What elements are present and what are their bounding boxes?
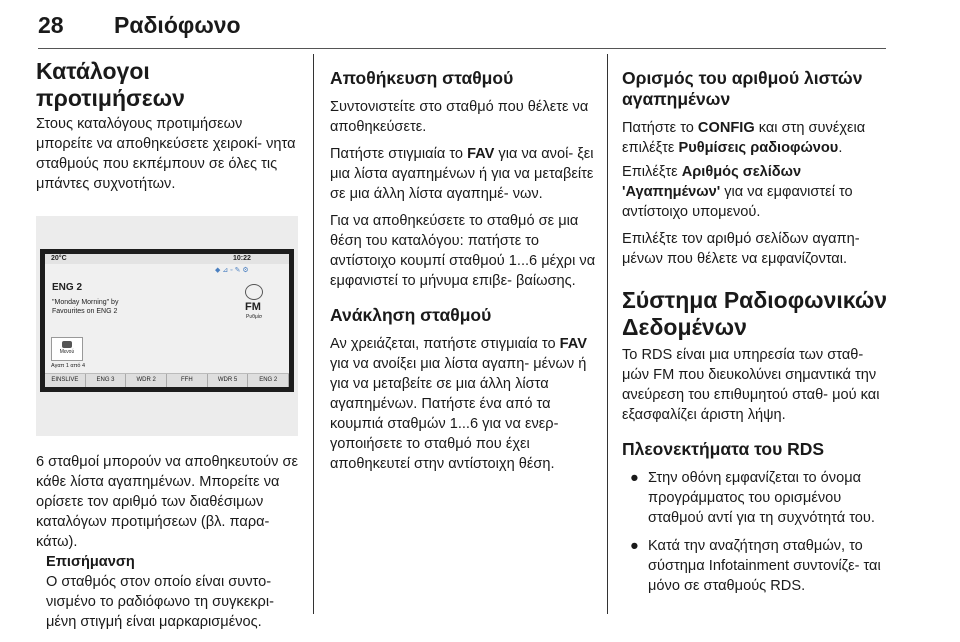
favourite-button[interactable]: WDR 2 (126, 374, 167, 387)
menu-button[interactable] (51, 337, 83, 361)
page-header (0, 0, 960, 54)
column-divider (607, 54, 608, 614)
station-name: ENG 2 (52, 282, 83, 293)
store-step-2: Πατήστε στιγμιαία το FAV για να ανοί- ξει μια λίστα αγαπημένων ή για να μεταβείτε σε μια άλλη λίστα αγαπημέ- νων. (330, 146, 594, 202)
heading-rds-advantages: Πλεονεκτήματα του RDS (622, 439, 825, 459)
heading-recall-station: Ανάκληση σταθμού (330, 305, 492, 325)
intro-paragraph: Στους καταλόγους προτιμήσεων μπορείτε να αποθηκεύσετε χειροκί- νητα σταθμούς που εκπέμπουν σε όλες τις μπάντες συχνοτήτων. (36, 116, 296, 192)
column-divider (313, 54, 314, 614)
signal-icons: ◆ ⊿ ◦ ✎ ⚙ (215, 267, 249, 274)
select-pages-paragraph: Επιλέξτε Αριθμός σελίδων 'Αγαπημένων' για να εμφανιστεί το αντίστοιχο υπομενού. (622, 164, 853, 220)
note-text: Ο σταθμός στον οποίο είναι συντο- νισμένο το ραδιόφωνο τη συγκεκρι- μένη στιγμή είναι μαρκαρισμένος. (46, 574, 274, 630)
infotainment-photo (36, 216, 298, 436)
store-step-3: Για να αποθηκεύσετε το σταθμό σε μια θέση του καταλόγου: πατήστε το αντίστοιχο κουμπί σταθμού 1...6 μέχρι να εμφανιστεί το μήνυμα επιβε- βαίωσης. (330, 213, 596, 289)
config-key: CONFIG (697, 120, 755, 136)
recall-paragraph: Αν χρειάζεται, πατήστε στιγμιαία το FAV για να ανοίξει μια λίστα αγαπη- μένων ή για να μεταβείτε σε μια άλλη λίστα αγαπημένων. Πατήστε ένα από τα κουμπιά σταθμών 1...6 για να ενερ- γοποιήσετε το σταθμό που έχει αποθηκευτεί στην αντίστοιχη θέση. (330, 336, 587, 472)
heading-favourites: Κατάλογοι προτιμήσεων (36, 58, 185, 111)
rds-text-1: "Monday Morning" by (52, 299, 119, 306)
clock: 10:22 (233, 255, 251, 262)
bullet-icon: ● (630, 470, 639, 486)
fav-key: FAV (467, 146, 495, 162)
column-2 (330, 68, 596, 474)
advantages-list (622, 468, 888, 596)
choose-count-paragraph: Επιλέξτε τον αριθμό σελίδων αγαπη- μένων που θέλετε να εμφανίζονται. (622, 231, 860, 267)
rds-text-2: Favourites on ENG 2 (52, 308, 118, 315)
temperature: 20°C (51, 255, 67, 262)
band-sublabel: Ρυθμίσ (246, 314, 262, 320)
column-3 (622, 68, 888, 596)
page-indicator: Αγαπ 1 από 4 (51, 363, 86, 369)
favourite-button[interactable]: WDR 5 (208, 374, 249, 387)
pages-menu-item: Αριθμός σελίδων 'Αγαπημένων' (622, 164, 802, 200)
favourite-button[interactable]: FFH (167, 374, 208, 387)
config-paragraph: Πατήστε το CONFIG και στη συνέχεια επιλέξτε Ρυθμίσεις ραδιοφώνου. (622, 120, 866, 156)
favourite-button[interactable]: EINSLIVE (45, 374, 86, 387)
section-title: Ραδιόφωνο (114, 12, 241, 38)
list-item: ● Κατά την αναζήτηση σταθμών, το σύστημα Infotainment συντονίζε- ται μόνο σε σταθμούς RDS. (630, 538, 881, 594)
favourites-bar (45, 373, 289, 387)
capacity-paragraph: 6 σταθμοί μπορούν να αποθηκευτούν σε κάθε λίστα αγαπημένων. Μπορείτε να ορίσετε τον αριθμό των διαθέσιμων καταλόγων προτιμήσεων (βλ. παρα- κάτω). (36, 454, 298, 550)
list-item: ● Στην οθόνη εμφανίζεται το όνομα προγράμματος του ορισμένου σταθμού αντί για τη συχνότητά του. (630, 470, 875, 526)
favourite-button[interactable]: ENG 3 (86, 374, 127, 387)
favourite-button[interactable]: ENG 2 (248, 374, 289, 387)
radio-settings-menu: Ρυθμίσεις ραδιοφώνου (678, 140, 839, 156)
fav-key: FAV (559, 336, 587, 352)
note-heading: Επισήμανση (46, 554, 135, 570)
store-step-1: Συντονιστείτε στο σταθμό που θέλετε να αποθηκεύσετε. (330, 99, 589, 135)
radio-icon (245, 284, 263, 300)
menu-icon (62, 341, 72, 348)
bullet-icon: ● (630, 538, 639, 554)
column-1 (36, 58, 302, 632)
menu-label: Μενού (59, 349, 75, 355)
display-screen (45, 254, 289, 387)
band-label[interactable]: FM (245, 301, 261, 313)
status-bar (45, 254, 289, 264)
rds-intro: Το RDS είναι μια υπηρεσία των σταθ- μών FM που διευκολύνει σημαντικά την ανεύρεση του επιθυμητού σταθ- μού και εξασφαλίζει άριστη λήψη. (622, 347, 880, 423)
heading-list-count: Ορισμός του αριθμού λιστών αγαπημένων (622, 68, 863, 109)
heading-store-station: Αποθήκευση σταθμού (330, 68, 514, 88)
page-number: 28 (38, 12, 64, 38)
heading-rds: Σύστημα Ραδιοφωνικών Δεδομένων (622, 287, 888, 340)
display-bezel (40, 249, 294, 392)
header-rule (38, 48, 886, 49)
